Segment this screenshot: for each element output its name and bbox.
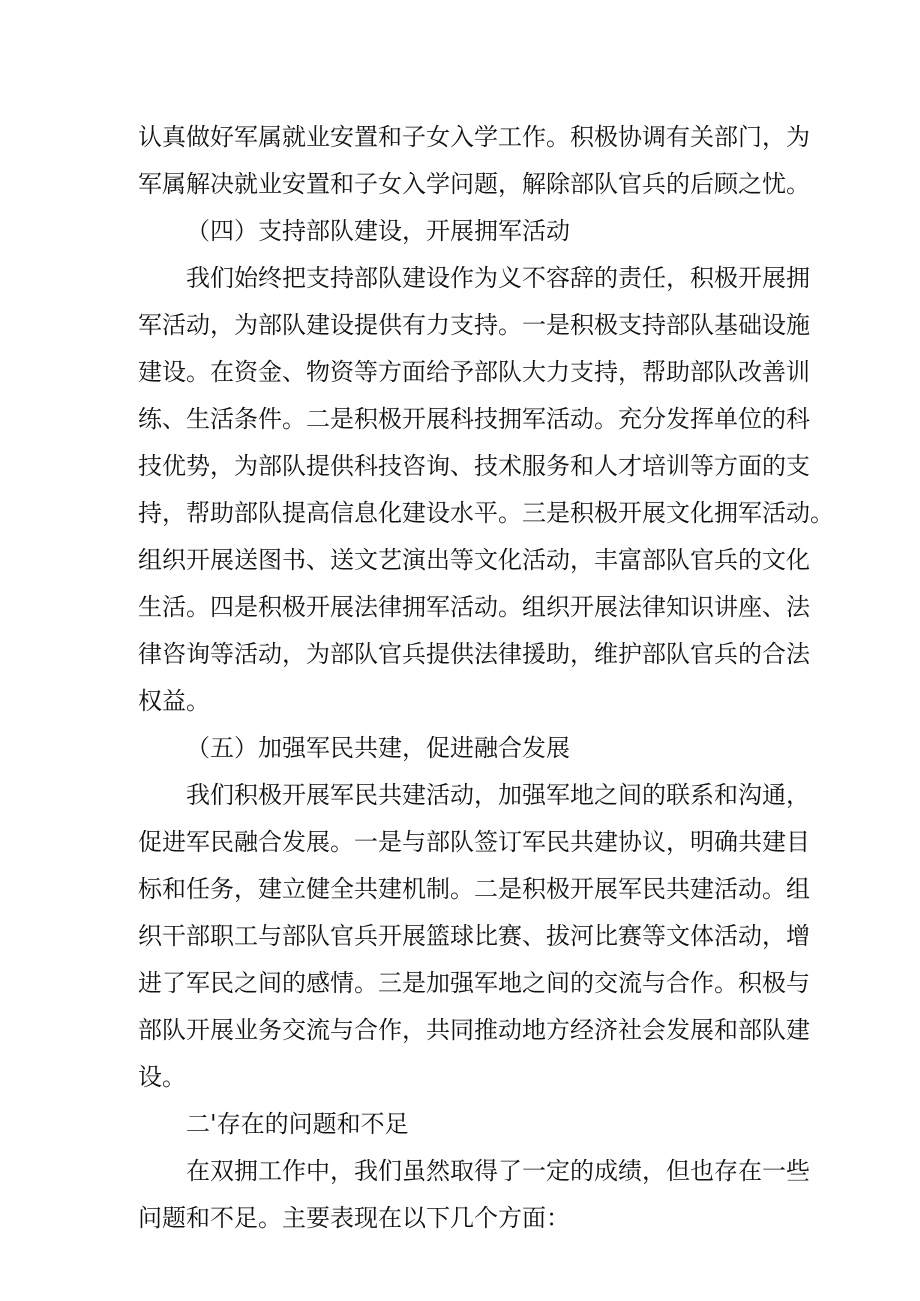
body-line: 生活。四是积极开展法律拥军活动。组织开展法律知识讲座、法 xyxy=(138,593,810,621)
body-line: 促进军民融合发展。一是与部队签订军民共建协议，明确共建目 xyxy=(138,828,810,856)
body-line: 认真做好军属就业安置和子女入学工作。积极协调有关部门，为 xyxy=(138,123,810,151)
body-line: 军活动，为部队建设提供有力支持。一是积极支持部队基础设施 xyxy=(138,311,810,339)
body-line: 设。 xyxy=(138,1063,186,1091)
body-line: 进了军民之间的感情。三是加强军地之间的交流与合作。积极与 xyxy=(138,969,810,997)
body-line: 练、生活条件。二是积极开展科技拥军活动。充分发挥单位的科 xyxy=(138,405,810,433)
paragraph-first-line: 我们始终把支持部队建设作为义不容辞的责任，积极开展拥 xyxy=(186,264,810,292)
body-line: 技优势，为部队提供科技咨询、技术服务和人才培训等方面的支 xyxy=(138,452,810,480)
body-line: 权益。 xyxy=(138,687,210,715)
section-heading-4: （四）支持部队建设，开展拥军活动 xyxy=(186,217,570,245)
body-line: 建设。在资金、物资等方面给予部队大力支持，帮助部队改善训 xyxy=(138,358,810,386)
body-line: 部队开展业务交流与合作，共同推动地方经济社会发展和部队建 xyxy=(138,1016,810,1044)
body-line: 组织开展送图书、送文艺演出等文化活动，丰富部队官兵的文化 xyxy=(138,546,810,574)
body-line: 织干部职工与部队官兵开展篮球比赛、拔河比赛等文体活动，增 xyxy=(138,922,810,950)
section-heading-2: 二'存在的问题和不足 xyxy=(186,1110,409,1138)
section-heading-5: （五）加强军民共建，促进融合发展 xyxy=(186,734,570,762)
body-line: 问题和不足。主要表现在以下几个方面： xyxy=(138,1204,570,1232)
body-line: 律咨询等活动，为部队官兵提供法律援助，维护部队官兵的合法 xyxy=(138,640,810,668)
body-line: 标和任务，建立健全共建机制。二是积极开展军民共建活动。组 xyxy=(138,875,810,903)
paragraph-first-line: 我们积极开展军民共建活动，加强军地之间的联系和沟通， xyxy=(186,781,810,809)
paragraph-first-line: 在双拥工作中，我们虽然取得了一定的成绩，但也存在一些 xyxy=(186,1157,810,1185)
body-line: 军属解决就业安置和子女入学问题，解除部队官兵的后顾之忧。 xyxy=(138,170,810,198)
body-line: 持，帮助部队提高信息化建设水平。三是积极开展文化拥军活动。 xyxy=(138,499,834,527)
